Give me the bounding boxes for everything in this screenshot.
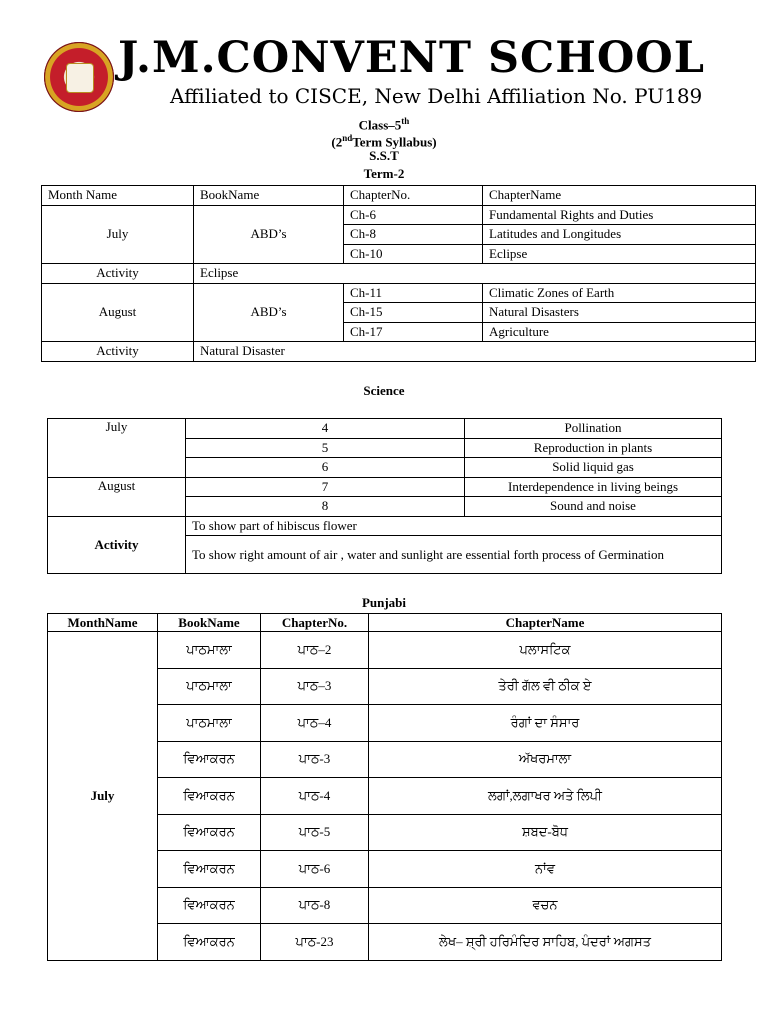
chapter-no-cell: Ch-10 [344, 244, 483, 264]
term-line: Term-2 [363, 166, 405, 181]
chapter-no-cell: Ch-15 [344, 303, 483, 323]
school-logo-icon [44, 42, 114, 112]
activity-label: Activity [42, 342, 194, 362]
chapter-name-cell: Sound and noise [465, 497, 722, 517]
sst-table [41, 185, 756, 362]
chapter-name-cell: Fundamental Rights and Duties [483, 205, 756, 225]
punjabi-title: Punjabi [361, 595, 407, 610]
chapter-name-cell: Latitudes and Longitudes [483, 225, 756, 245]
science-title: Science [363, 383, 405, 398]
chapter-no-cell: ਪਾਠ-5 [261, 814, 369, 851]
table-row [42, 205, 756, 225]
activity-label: Activity [42, 264, 194, 284]
activity-row [48, 516, 722, 536]
punjabi-table [47, 613, 722, 961]
chapter-name-cell: Pollination [465, 419, 722, 439]
chapter-name-cell: Reproduction in plants [465, 438, 722, 458]
chapter-no-cell: ਪਾਠ–4 [261, 705, 369, 742]
book-cell: ਵਿਆਕਰਨ [158, 778, 261, 815]
activity-value: Natural Disaster [194, 342, 756, 362]
chapter-no-cell: ਪਾਠ-8 [261, 887, 369, 924]
chapter-name-cell: ਨਾਂਵ [369, 851, 722, 888]
activity-label: Activity [48, 516, 186, 574]
book-cell: ਵਿਆਕਰਨ [158, 741, 261, 778]
chapter-no-cell: 5 [186, 438, 465, 458]
chapter-no-cell: 8 [186, 497, 465, 517]
chapter-no-cell: Ch-17 [344, 322, 483, 342]
book-cell: ABD’s [194, 205, 344, 264]
chapter-no-cell: 6 [186, 458, 465, 478]
activity-value: To show right amount of air , water and sunlight are essential forth process of Germination [186, 536, 722, 574]
chapter-name-cell: ਲਗਾਂ,ਲਗਾਖਰ ਅਤੇ ਲਿਪੀ [369, 778, 722, 815]
book-cell: ਪਾਠਮਾਲਾ [158, 632, 261, 669]
header-cell: BookName [194, 186, 344, 206]
chapter-name-cell: Interdependence in living beings [465, 477, 722, 497]
chapter-name-cell: Natural Disasters [483, 303, 756, 323]
header-cell: ChapterName [369, 614, 722, 632]
header-cell: ChapterName [483, 186, 756, 206]
table-row [48, 419, 722, 439]
chapter-no-cell: ਪਾਠ-4 [261, 778, 369, 815]
chapter-name-cell: ਲੇਖ– ਸ਼੍ਰੀ ਹਰਿਮੰਦਿਰ ਸਾਹਿਬ, ਪੰਦਰਾਂ ਅਗਸਤ [369, 924, 722, 961]
table-row [42, 283, 756, 303]
school-name: J.M.CONVENT SCHOOL [118, 33, 705, 83]
header-cell: Month Name [42, 186, 194, 206]
subject-line: S.S.T [369, 148, 399, 163]
table-header-row [42, 186, 756, 206]
chapter-name-cell: Climatic Zones of Earth [483, 283, 756, 303]
activity-value: Eclipse [194, 264, 756, 284]
book-cell: ਵਿਆਕਰਨ [158, 814, 261, 851]
term-syllabus-line: (2ndTerm Syllabus) [331, 133, 437, 150]
affiliation-line: Affiliated to CISCE, New Delhi Affiliation No. PU189 [170, 84, 703, 108]
month-cell: July [48, 632, 158, 961]
month-cell: July [42, 205, 194, 264]
book-cell: ਪਾਠਮਾਲਾ [158, 705, 261, 742]
chapter-name-cell: ਵਚਨ [369, 887, 722, 924]
chapter-no-cell: ਪਾਠ-3 [261, 741, 369, 778]
chapter-no-cell: ਪਾਠ-23 [261, 924, 369, 961]
chapter-name-cell: ਰੰਗਾਂ ਦਾ ਸੰਸਾਰ [369, 705, 722, 742]
chapter-name-cell: ਪਲਾਸਟਿਕ [369, 632, 722, 669]
header-cell: ChapterNo. [344, 186, 483, 206]
chapter-no-cell: ਪਾਠ–3 [261, 668, 369, 705]
month-cell: August [48, 477, 186, 516]
chapter-name-cell: ਤੇਰੀ ਗੱਲ ਵੀ ਠੀਕ ਏ [369, 668, 722, 705]
book-cell: ਵਿਆਕਰਨ [158, 924, 261, 961]
table-header-row [48, 614, 722, 632]
chapter-no-cell: 4 [186, 419, 465, 439]
chapter-name-cell: Solid liquid gas [465, 458, 722, 478]
chapter-no-cell: ਪਾਠ-6 [261, 851, 369, 888]
chapter-name-cell: Eclipse [483, 244, 756, 264]
chapter-no-cell: 7 [186, 477, 465, 497]
header-cell: ChapterNo. [261, 614, 369, 632]
class-line: Class–5th [358, 116, 410, 133]
chapter-no-cell: ਪਾਠ–2 [261, 632, 369, 669]
chapter-no-cell: Ch-6 [344, 205, 483, 225]
chapter-name-cell: ਸ਼ਬਦ-ਬੋਧ [369, 814, 722, 851]
month-cell: August [42, 283, 194, 342]
header-cell: BookName [158, 614, 261, 632]
header-cell: MonthName [48, 614, 158, 632]
chapter-no-cell: Ch-8 [344, 225, 483, 245]
book-cell: ਪਾਠਮਾਲਾ [158, 668, 261, 705]
book-cell: ਵਿਆਕਰਨ [158, 887, 261, 924]
chapter-no-cell: Ch-11 [344, 283, 483, 303]
activity-value: To show part of hibiscus flower [186, 516, 722, 536]
table-row [48, 477, 722, 497]
book-cell: ABD’s [194, 283, 344, 342]
month-cell: July [48, 419, 186, 478]
activity-row [42, 342, 756, 362]
school-header [0, 0, 768, 112]
table-row [48, 632, 722, 669]
chapter-name-cell: ਅੱਖਰਮਾਲਾ [369, 741, 722, 778]
chapter-name-cell: Agriculture [483, 322, 756, 342]
activity-row [42, 264, 756, 284]
book-cell: ਵਿਆਕਰਨ [158, 851, 261, 888]
science-table [47, 418, 722, 574]
